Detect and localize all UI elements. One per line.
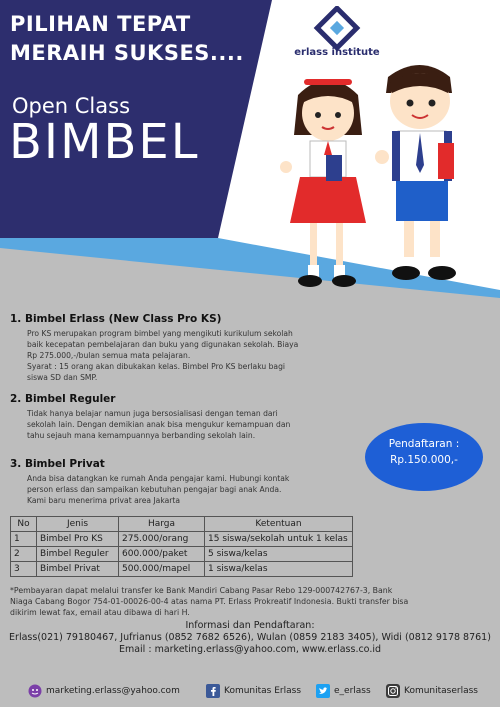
logo-text: erlass institute [294, 47, 380, 58]
table-cell: Bimbel Pro KS [37, 532, 119, 547]
table-cell: 600.000/paket [119, 547, 205, 562]
info-email: Email : marketing.erlass@yahoo.com, www.erlass.co.id [118, 644, 382, 655]
section-heading: 1. Bimbel Erlass (New Class Pro KS) [10, 313, 222, 325]
table-cell: 1 siswa/kelas [205, 562, 353, 577]
boy-figure [375, 65, 456, 280]
hero-banner [0, 0, 500, 300]
registration-badge: Pendaftaran : Rp.150.000,- [365, 423, 483, 491]
social-instagram[interactable] [386, 684, 478, 698]
section-heading: 3. Bimbel Privat [10, 458, 105, 470]
table-row [11, 562, 353, 577]
table-cell: 275.000/orang [119, 532, 205, 547]
table-cell: Bimbel Reguler [37, 547, 119, 562]
social-yahoo[interactable] [28, 684, 180, 698]
section-reguler [10, 393, 410, 441]
social-label: Komunitas Erlass [224, 686, 302, 696]
info-title: Informasi dan Pendaftaran: [185, 620, 315, 631]
table-cell: 5 siswa/kelas [205, 547, 353, 562]
table-cell: 15 siswa/sekolah untuk 1 kelas [205, 532, 353, 547]
page-title: BIMBEL [9, 114, 200, 170]
social-label: Komunitaserlass [404, 686, 478, 696]
section-body: Anda bisa datangkan ke rumah Anda pengajar kami. Hubungi kontak person erlass dan sampaikan kebutuhan pengajar bagi anak Anda. Kami baru menerima privat area Jakarta [27, 474, 290, 505]
col-header: Jenis [37, 517, 119, 532]
table-header-row [11, 517, 353, 532]
instagram-icon [386, 684, 400, 698]
table-cell: 500.000/mapel [119, 562, 205, 577]
social-bar [0, 684, 500, 704]
table-cell: 3 [11, 562, 37, 577]
col-header: Harga [119, 517, 205, 532]
social-label: e_erlass [334, 686, 371, 696]
subtitle: Open Class [12, 94, 131, 118]
section-privat [10, 458, 410, 506]
table-row [11, 532, 353, 547]
table-cell: Bimbel Privat [37, 562, 119, 577]
girl-figure [280, 79, 366, 287]
table-cell: 1 [11, 532, 37, 547]
social-facebook[interactable] [206, 684, 301, 698]
facebook-icon [206, 684, 220, 698]
tagline: PILIHAN TEPAT MERAIH SUKSES.... [10, 12, 244, 65]
price-table [10, 516, 353, 577]
section-body: Tidak hanya belajar namun juga bersosialisasi dengan teman dari sekolah lain. Dengan demikian anak bisa mengukur kemampuan dan tahu sejauh mana kemampuannya berbanding sekolah lain. [27, 409, 291, 440]
col-header: No [11, 517, 37, 532]
section-body: Pro KS merupakan program bimbel yang mengikuti kurikulum sekolah baik kecepatan pembelajaran dan buku yang digunakan sekolah. Biaya Rp 275.000,-/bulan semua mata pelajaran. Syarat : 15 orang akan dibukakan kelas. Bimbel Pro KS berlaku bagi siswa SD dan SMP. [27, 329, 299, 382]
yahoo-messenger-icon [28, 684, 42, 698]
social-twitter[interactable] [316, 684, 371, 698]
section-pro-ks [10, 313, 410, 383]
table-cell: 2 [11, 547, 37, 562]
table-row [11, 547, 353, 562]
info-contacts: Erlass(021) 79180467, Jufrianus (0852 7682 6526), Wulan (0859 2183 3405), Widi (0812 9178 8761) [9, 632, 491, 643]
social-label: marketing.erlass@yahoo.com [46, 686, 180, 696]
section-heading: 2. Bimbel Reguler [10, 393, 116, 405]
students-illustration [270, 55, 470, 300]
twitter-icon [316, 684, 330, 698]
col-header: Ketentuan [205, 517, 353, 532]
payment-note: *Pembayaran dapat melalui transfer ke Bank Mandiri Cabang Pasar Rebo 129-000742767-3, Bank Niaga Cabang Bogor 754-01-00026-00-4 atas nama PT. Erlass Prokreatif Indonesia. Bukti transfer bisa dikirim lewat fax, email atau dibawa di hari H. [10, 586, 409, 617]
